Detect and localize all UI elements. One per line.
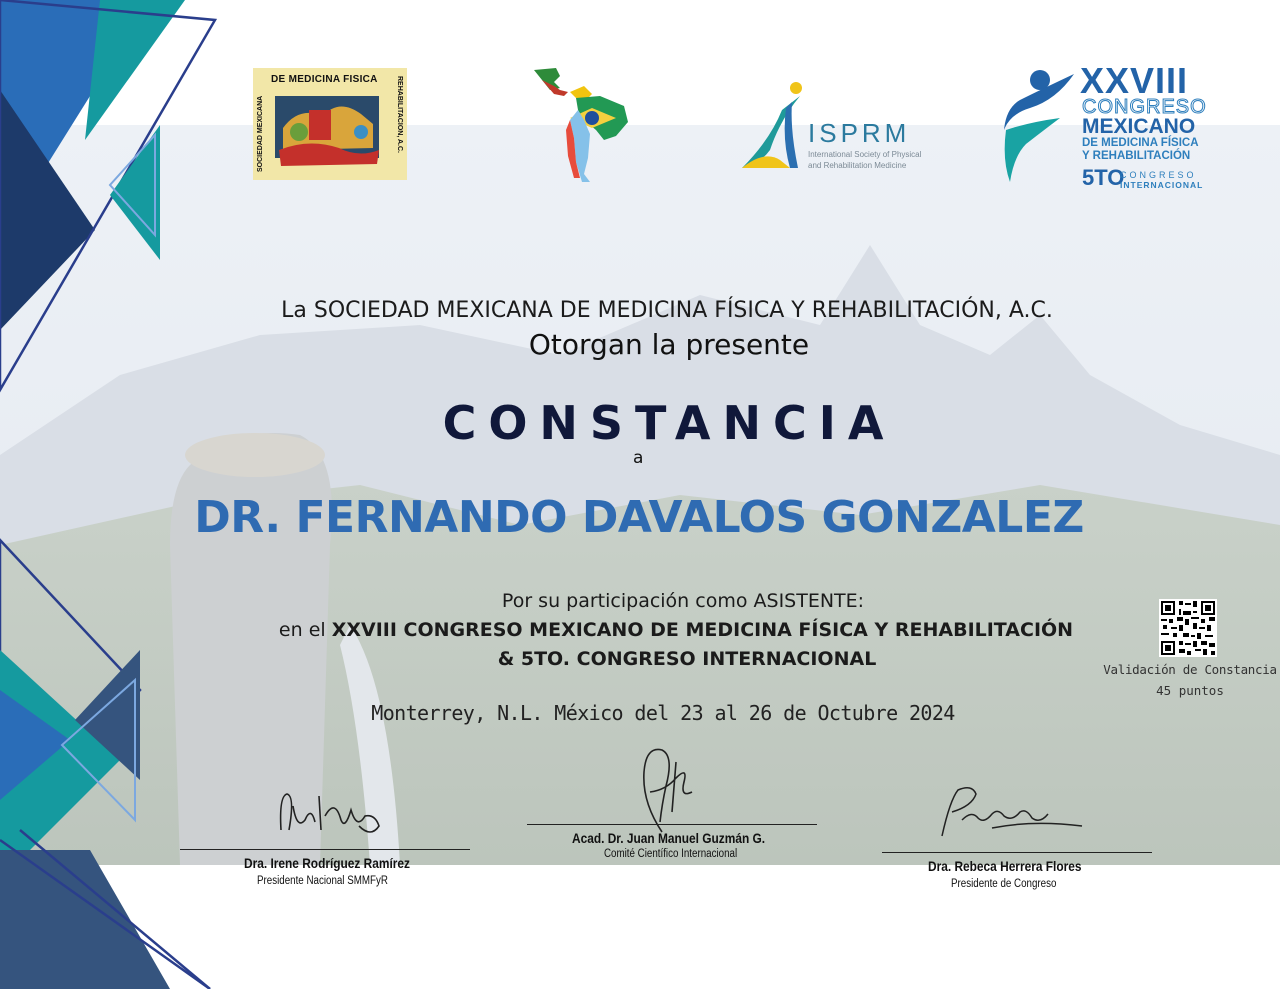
- isprm-logo-subtitle-1: International Society of Physical: [808, 150, 922, 159]
- congreso-logo-medicina: DE MEDICINA FÍSICA: [1082, 137, 1199, 149]
- signature-3-handwriting: [932, 780, 1092, 842]
- recipient-name: DR. FERNANDO DAVALOS GONZALEZ: [194, 492, 1084, 543]
- congreso-logo: [1000, 60, 1220, 190]
- signatory-1-name: Dra. Irene Rodríguez Ramírez: [244, 855, 410, 871]
- isprm-logo-name: ISPRM: [808, 118, 911, 148]
- certificate-title: CONSTANCIA: [442, 396, 896, 450]
- signature-line-3: [882, 852, 1152, 853]
- congreso-logo-ci-line2: INTERNACIONAL: [1120, 180, 1204, 190]
- congreso-logo-mexicano: MEXICANO: [1082, 115, 1196, 138]
- congreso-logo-rehabilitacion: Y REHABILITACIÓN: [1082, 150, 1191, 162]
- participation-text: Por su participación como ASISTENTE:: [501, 590, 865, 612]
- signatory-2-name: Acad. Dr. Juan Manuel Guzmán G.: [572, 830, 766, 846]
- smmfr-logo-right-text: REHABILITACION, A.C.: [396, 76, 403, 153]
- latin-america-map-logo: [530, 66, 635, 184]
- signatory-1-role: Presidente Nacional SMMFyR: [257, 875, 388, 887]
- place-and-date: Monterrey, N.L. México del 23 al 26 de Octubre 2024: [371, 701, 955, 725]
- validation-qr-code[interactable]: [1159, 599, 1217, 657]
- signature-1-handwriting: [275, 786, 385, 838]
- grant-line: Otorgan la presente: [528, 328, 810, 361]
- signatory-3-role: Presidente de Congreso: [951, 878, 1057, 890]
- isprm-logo: [740, 80, 955, 172]
- smmfr-logo-left-text: SOCIEDAD MEXICANA: [257, 95, 264, 172]
- smmfr-logo: [253, 68, 407, 180]
- signature-line-2: [527, 824, 817, 825]
- smmfr-logo-top-text: DE MEDICINA FISICA: [271, 74, 378, 85]
- signature-2-handwriting: [636, 742, 700, 836]
- signatory-3-name: Dra. Rebeca Herrera Flores: [928, 858, 1082, 874]
- congreso-logo-congreso: CONGRESO: [1082, 96, 1207, 118]
- smmfr-emblem-icon: [269, 88, 389, 174]
- connector-word: a: [633, 448, 644, 468]
- signatory-2-role: Comité Científico Internacional: [604, 848, 738, 860]
- event-name-line2: & 5TO. CONGRESO INTERNACIONAL: [497, 648, 877, 670]
- congreso-figure-icon: [1000, 60, 1080, 186]
- isprm-figure-icon: [740, 80, 810, 172]
- issuer-text: La SOCIEDAD MEXICANA DE MEDICINA FÍSICA Y REHABILITACIÓN, A.C.: [281, 298, 1053, 323]
- congreso-logo-ci-line1: CONGRESO: [1120, 170, 1197, 180]
- event-prefix: en el: [278, 619, 332, 641]
- congreso-logo-numeral: XXVIII: [1080, 60, 1189, 101]
- event-name-line1: XXVIII CONGRESO MEXICANO DE MEDICINA FÍSICA Y REHABILITACIÓN: [331, 619, 1074, 641]
- isprm-logo-subtitle-2: and Rehabilitation Medicine: [808, 161, 907, 170]
- validation-points: 45 puntos: [1156, 683, 1224, 698]
- event-line-1: [0, 619, 1280, 641]
- signature-line-1: [180, 849, 470, 850]
- validation-caption: Validación de Constancia: [1103, 662, 1277, 677]
- congreso-logo-edition: 5TO: [1082, 165, 1125, 190]
